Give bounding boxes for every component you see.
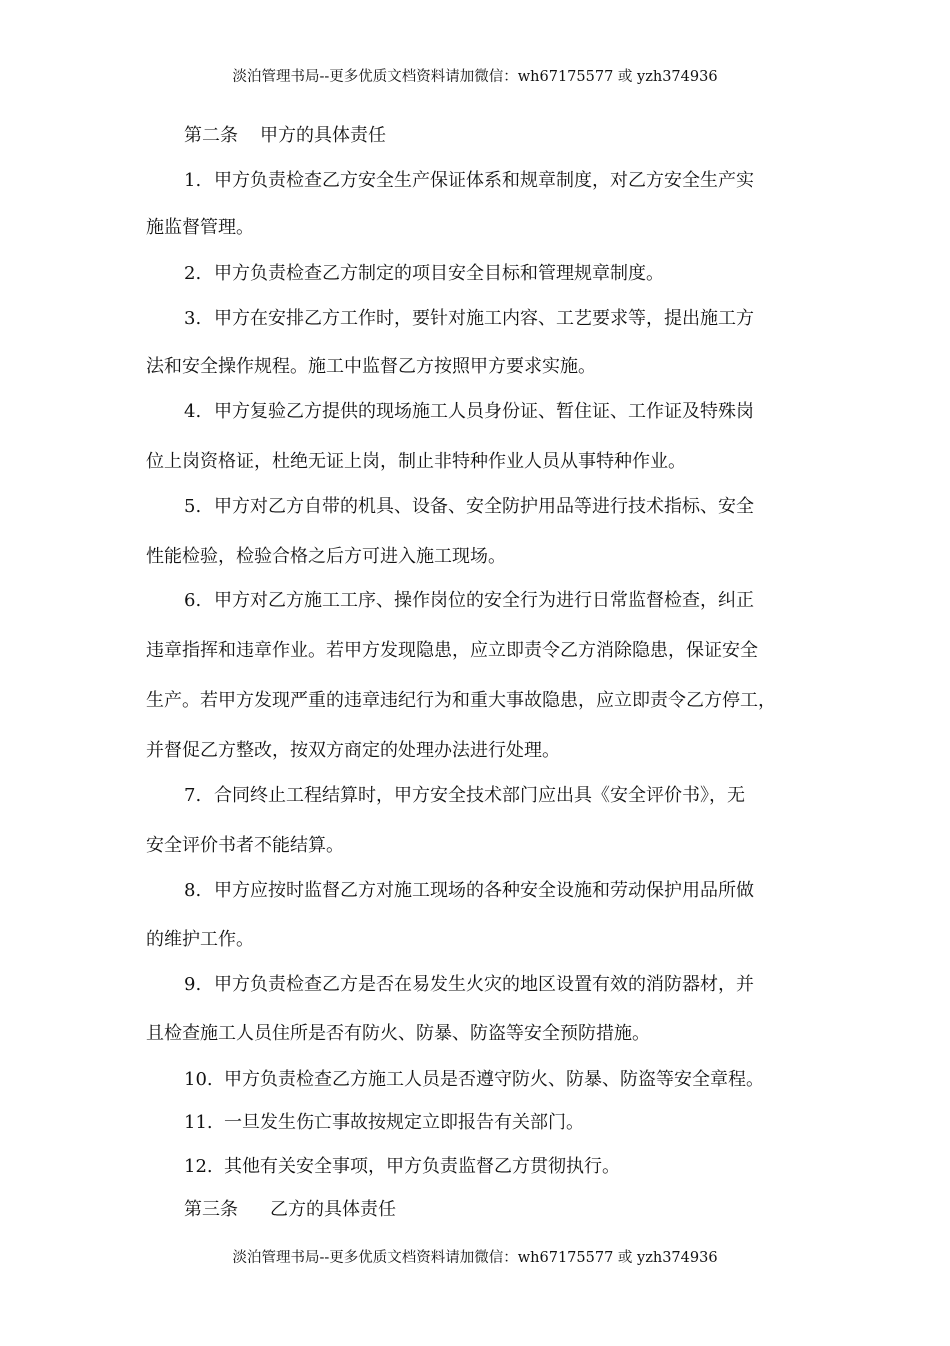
item-number: 4. [184,401,202,422]
item-text-continued: 违章指挥和违章作业。若甲方发现隐患，应立即责令乙方消除隐患，保证安全 [146,640,758,661]
item-text: 甲方应按时监督乙方对施工现场的各种安全设施和劳动保护用品所做 [214,880,754,901]
list-item [184,1155,620,1179]
item-number: 2. [184,263,202,284]
item-text: 甲方对乙方施工工序、操作岗位的安全行为进行日常监督检查，纠正 [214,590,754,611]
item-text: 一旦发生伤亡事故按规定立即报告有关部门。 [224,1112,584,1133]
item-text-continued: 位上岗资格证，杜绝无证上岗，制止非特种作业人员从事特种作业。 [146,451,686,472]
page-header: 淡泊管理书局--更多优质文档资料请加微信：wh67175577 或 yzh374936 [232,69,718,85]
list-item [184,307,754,331]
item-number: 10. [184,1069,213,1090]
item-text-continued: 施监督管理。 [146,217,254,238]
item-text-continued: 安全评价书者不能结算。 [146,835,344,856]
section-3-number: 第三条 [184,1199,238,1220]
item-text-continued: 的维护工作。 [146,929,254,950]
item-text: 甲方负责检查乙方制定的项目安全目标和管理规章制度。 [214,263,664,284]
list-item [184,400,754,424]
item-text: 甲方复验乙方提供的现场施工人员身份证、暂住证、工作证及特殊岗 [214,401,754,422]
section-2-title: 甲方的具体责任 [260,125,386,146]
item-text: 甲方在安排乙方工作时，要针对施工内容、工艺要求等，提出施工方 [214,308,754,329]
list-item [184,973,754,997]
item-number: 3. [184,308,202,329]
list-item [184,879,754,903]
item-text-continued: 性能检验，检验合格之后方可进入施工现场。 [146,546,506,567]
item-number: 6. [184,590,202,611]
list-item [184,169,754,193]
item-text-continued: 并督促乙方整改，按双方商定的处理办法进行处理。 [146,740,560,761]
item-number: 11. [184,1112,213,1133]
item-text-continued: 生产。若甲方发现严重的违章违纪行为和重大事故隐患，应立即责令乙方停工， [146,690,776,711]
section-2-heading [184,124,386,148]
item-number: 7. [184,785,202,806]
item-text: 甲方负责检查乙方施工人员是否遵守防火、防暴、防盗等安全章程。 [224,1069,764,1090]
list-item [184,784,745,808]
list-item [184,1111,584,1135]
item-number: 9. [184,974,202,995]
item-text-continued: 且检查施工人员住所是否有防火、防暴、防盗等安全预防措施。 [146,1023,650,1044]
item-number: 1. [184,170,202,191]
page-footer: 淡泊管理书局--更多优质文档资料请加微信：wh67175577 或 yzh374936 [232,1250,718,1266]
item-number: 5. [184,496,202,517]
section-3-title: 乙方的具体责任 [270,1199,396,1220]
item-text: 其他有关安全事项，甲方负责监督乙方贯彻执行。 [224,1156,620,1177]
item-number: 12. [184,1156,213,1177]
section-3-heading [184,1198,396,1222]
item-text-continued: 法和安全操作规程。施工中监督乙方按照甲方要求实施。 [146,356,596,377]
item-text: 甲方负责检查乙方是否在易发生火灾的地区设置有效的消防器材，并 [214,974,754,995]
section-2-number: 第二条 [184,125,238,146]
list-item [184,589,754,613]
item-text: 合同终止工程结算时，甲方安全技术部门应出具《安全评价书》，无 [214,785,745,806]
list-item [184,1068,764,1092]
item-number: 8. [184,880,202,901]
list-item [184,262,664,286]
list-item [184,495,754,519]
item-text: 甲方负责检查乙方安全生产保证体系和规章制度，对乙方安全生产实 [214,170,754,191]
item-text: 甲方对乙方自带的机具、设备、安全防护用品等进行技术指标、安全 [214,496,754,517]
